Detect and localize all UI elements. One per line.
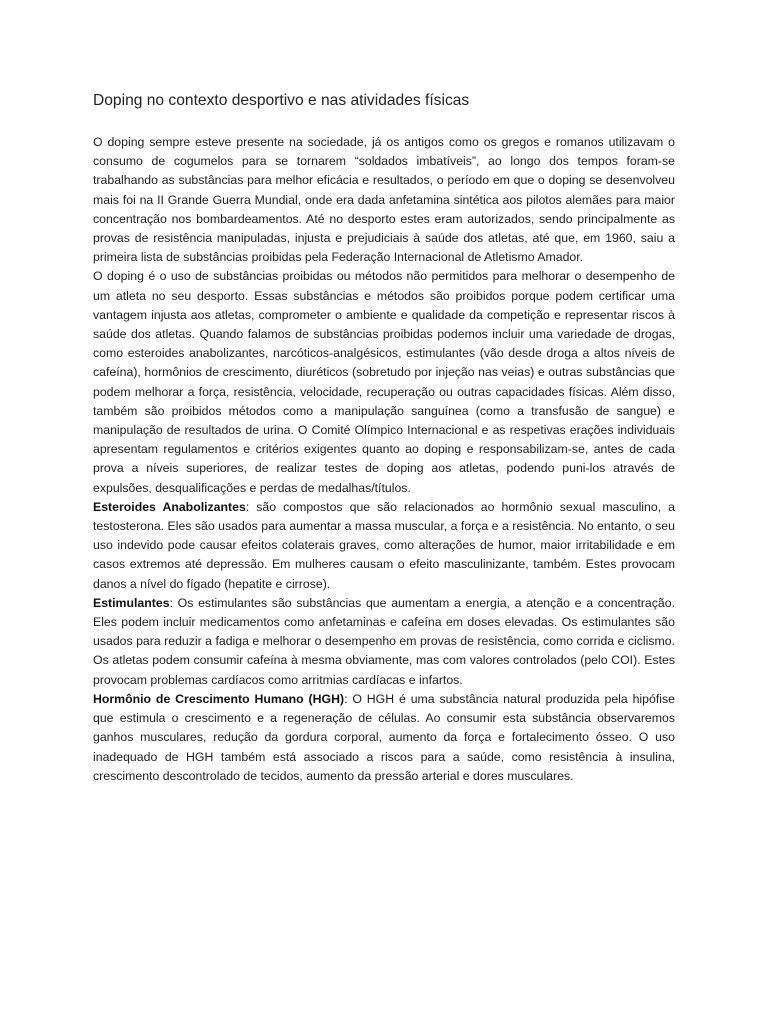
paragraph-lead: Esteroides Anabolizantes [93, 499, 246, 514]
paragraph-lead: Hormônio de Crescimento Humano (HGH) [93, 691, 345, 706]
paragraph-lead: Estimulantes [93, 595, 170, 610]
paragraph-anabolic-steroids [93, 498, 675, 594]
document-body [93, 133, 675, 786]
paragraph-text: : Os estimulantes são substâncias que aumentam a energia, a atenção e a concentração. Eles podem incluir medicamentos como anfetaminas e cafeína em doses elevadas. Os estimulantes são usados para reduzir a fadiga e melhorar o desempenho em provas de resistência, como corrida e ciclismo. Os atletas podem consumir cafeína à mesma obviamente, mas com valores controlados (pelo COI). Estes provocam problemas cardíacos como arritmias cardíacas e infartos. [93, 595, 675, 687]
paragraph-doping-definition [93, 267, 675, 497]
paragraph-text: : O HGH é uma substância natural produzida pela hipófise que estimula o crescimento e a regeneração de células. Ao consumir esta substância observaremos ganhos musculares, redução da gordura corporal, aumento da força e fortalecimento ósseo. O uso inadequado de HGH também está associado a riscos para a saúde, como resistência à insulina, crescimento descontrolado de tecidos, aumento da pressão arterial e dores musculares. [93, 691, 675, 783]
paragraph-stimulants [93, 594, 675, 690]
paragraph-text: O doping sempre esteve presente na sociedade, já os antigos como os gregos e romanos utilizavam o consumo de cogumelos para se tornarem “soldados imbatíveis”, ao longo dos tempos foram-se trabalhando as substâncias para melhor eficácia e resultados, o período em que o doping se desenvolveu mais foi na II Grande Guerra Mundial, onde era dada anfetamina sintética aos pilotos alemães para maior concentração nos bombardeamentos. Até no desporto estes eram autorizados, sendo principalmente as provas de resistência manipuladas, injusta e prejudiciais à saúde dos atletas, até que, em 1960, saiu a primeira lista de substâncias proibidas pela Federação Internacional de Atletismo Amador. [93, 135, 675, 265]
paragraph-doping-history [93, 133, 675, 267]
paragraph-text: : são compostos que são relacionados ao hormônio sexual masculino, a testosterona. Eles são usados para aumentar a massa muscular, a força e a resistência. No entanto, o seu uso indevido pode causar efeitos colaterais graves, como alterações de humor, maior irritabilidade e em casos extremos até depressão. Em mulheres causam o efeito masculinizante, também. Estes provocam danos a nível do fígado (hepatite e cirrose). [93, 499, 675, 591]
document-title: Doping no contexto desportivo e nas atividades físicas [93, 92, 470, 109]
paragraph-text: O doping é o uso de substâncias proibidas ou métodos não permitidos para melhorar o desempenho de um atleta no seu desporto. Essas substâncias e métodos são proibidos porque podem certificar uma vantagem injusta aos atletas, comprometer o ambiente e qualidade da competição e representar riscos à saúde dos atletas. Quando falamos de substâncias proibidas podemos incluir uma variedade de drogas, como esteroides anabolizantes, narcóticos-analgésicos, estimulantes (vão desde droga a altos níveis de cafeína), hormônios de crescimento, diuréticos (sobretudo por injeção nas veias) e outras substâncias que podem melhorar a força, resistência, velocidade, recuperação ou outras capacidades físicas. Além disso, também são proibidos métodos como a manipulação sanguínea (como a transfusão de sangue) e manipulação de resultados de urina. O Comité Olímpico Internacional e as respetivas erações individuais apresentam regulamentos e critérios exigentes quanto ao doping e responsabilizam-se, antes de cada prova a níveis superiores, de realizar testes de doping aos atletas, podendo puni-los através de expulsões, desqualificações e perdas de medalhas/títulos. [93, 269, 675, 495]
paragraph-hgh [93, 690, 675, 786]
